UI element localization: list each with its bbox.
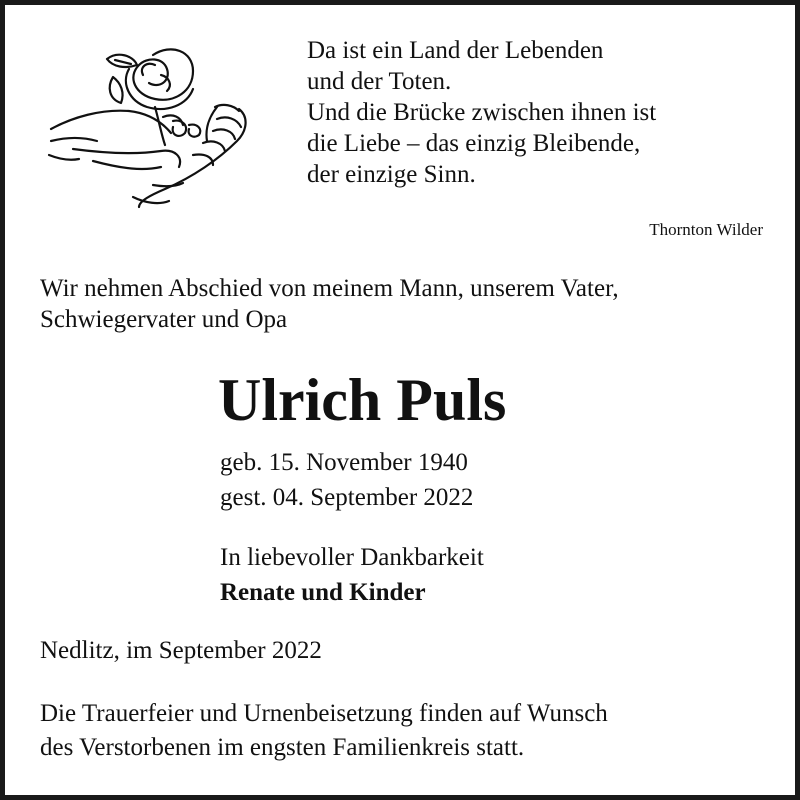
poem-line: Da ist ein Land der Lebenden [307, 37, 604, 64]
intro-line: Schwiegervater und Opa [40, 306, 288, 333]
mourners-names: Renate und Kinder [220, 579, 426, 606]
intro-text [40, 273, 619, 335]
poem-line: die Liebe – das einzig Bleibende, [307, 130, 641, 157]
deceased-name: Ulrich Puls [218, 367, 507, 433]
birth-date: geb. 15. November 1940 [220, 449, 468, 476]
poem-line: und der Toten. [307, 68, 452, 95]
funeral-notice [40, 697, 608, 765]
poem-line: Und die Brücke zwischen ihnen ist [307, 99, 657, 126]
life-dates [220, 445, 473, 515]
notice-line: des Verstorbenen im engsten Familienkreis statt. [40, 734, 525, 761]
place-date: Nedlitz, im September 2022 [40, 637, 322, 664]
intro-line: Wir nehmen Abschied von meinem Mann, unserem Vater, [40, 275, 619, 302]
poem-quote [307, 35, 656, 190]
death-date: gest. 04. September 2022 [220, 484, 474, 511]
mourners-block [220, 540, 484, 610]
notice-line: Die Trauerfeier und Urnenbeisetzung finden auf Wunsch [40, 700, 608, 727]
rose-in-hands-icon [43, 37, 258, 217]
gratitude-line: In liebevoller Dankbarkeit [220, 544, 484, 571]
quote-author: Thornton Wilder [649, 220, 763, 239]
poem-line: der einzige Sinn. [307, 161, 476, 188]
